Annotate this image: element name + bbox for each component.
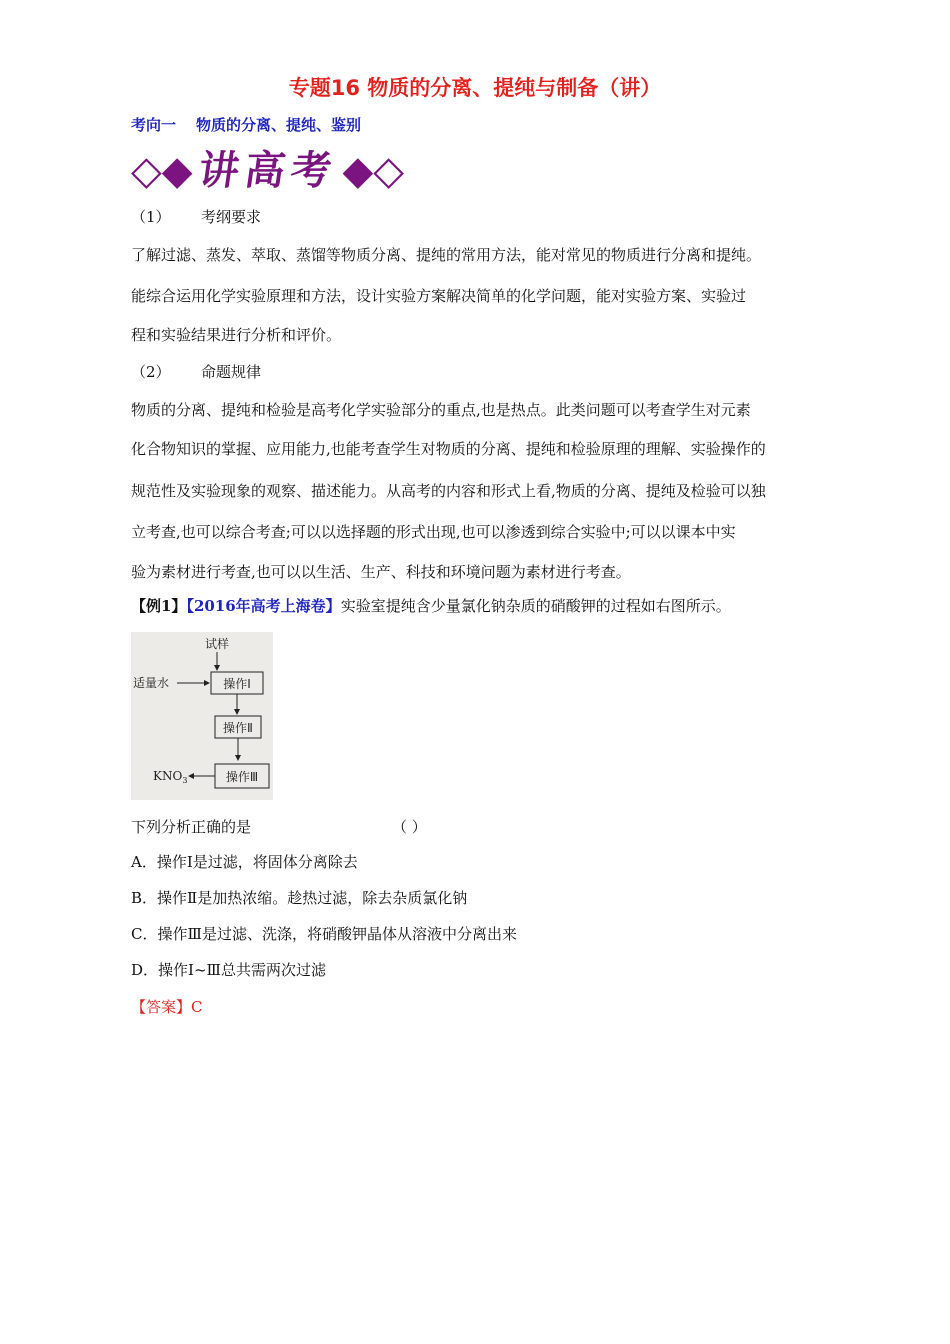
banner-right-diamonds: ◆◇ (342, 148, 405, 194)
page-title: 专题16 物质的分离、提纯与制备（讲） (288, 76, 662, 100)
flow-product-text: KNO (153, 769, 183, 783)
pattern-line: 验为素材进行考查,也可以以生活、生产、科技和环境问题为素材进行考查。 (131, 563, 631, 581)
flow-op2-label: 操作Ⅱ (223, 721, 253, 735)
pattern-line: 规范性及实验现象的观察、描述能力。从高考的内容和形式上看,物质的分离、提纯及检验可以独 (131, 482, 766, 500)
example-text: 实验室提纯含少量氯化钠杂质的硝酸钾的过程如右图所示。 (340, 597, 731, 615)
flow-product-subscript: 3 (182, 776, 188, 785)
requirements-line: 了解过滤、蒸发、萃取、蒸馏等物质分离、提纯的常用方法，能对常见的物质进行分离和提纯。 (131, 246, 762, 264)
flow-water-label: 适量水 (133, 676, 170, 690)
flow-op1-label: 操作Ⅰ (223, 677, 251, 691)
example-tag: 【例1】 (131, 597, 187, 615)
section-heading (131, 114, 361, 135)
banner-left-diamonds: ◇◆ (131, 148, 193, 194)
answer-label: 【答案】 (131, 998, 192, 1016)
section-topic: 物质的分离、提纯、鉴别 (196, 116, 362, 134)
requirements-line: 程和实验结果进行分析和评价。 (131, 326, 342, 344)
section-label: 考向一 (131, 116, 177, 134)
pattern-line: 物质的分离、提纯和检验是高考化学实验部分的重点,也是热点。此类问题可以考查学生对元素 (131, 401, 751, 419)
banner-text: 讲高考 (195, 147, 340, 194)
answer-value: C (191, 998, 203, 1016)
answer (131, 996, 203, 1017)
flow-diagram-svg (131, 632, 273, 800)
requirements-title: 考纲要求 (201, 208, 262, 226)
option-d: D．操作Ⅰ~Ⅲ总共需两次过滤 (131, 961, 326, 979)
flow-sample-label: 试样 (204, 637, 230, 651)
option-a: A．操作Ⅰ是过滤，将固体分离除去 (131, 853, 358, 871)
question-text: 下列分析正确的是 (131, 818, 252, 836)
pattern-heading (131, 362, 261, 382)
answer-paren: （ ） (392, 818, 427, 836)
flow-op3-label: 操作Ⅲ (225, 770, 259, 784)
example-source: 【2016年高考上海卷】 (186, 597, 341, 615)
example-intro (131, 596, 731, 616)
pattern-title: 命题规律 (201, 363, 262, 381)
requirements-heading (131, 207, 261, 227)
banner (131, 146, 404, 196)
option-c: C．操作Ⅲ是过滤、洗涤，将硝酸钾晶体从溶液中分离出来 (131, 925, 517, 943)
flow-product-label (153, 769, 187, 785)
question (131, 817, 251, 837)
option-b: B．操作Ⅱ是加热浓缩。趁热过滤，除去杂质氯化钠 (131, 889, 468, 907)
pattern-number: （2） (131, 363, 171, 381)
pattern-line: 立考查,也可以综合考查;可以以选择题的形式出现,也可以渗透到综合实验中;可以以课本中实 (131, 523, 736, 541)
requirements-number: （1） (131, 208, 171, 226)
flow-diagram (131, 632, 273, 800)
pattern-line: 化合物知识的掌握、应用能力,也能考查学生对物质的分离、提纯和检验原理的理解、实验操作的 (131, 440, 766, 458)
requirements-line: 能综合运用化学实验原理和方法，设计实验方案解决简单的化学问题，能对实验方案、实验过 (131, 287, 747, 305)
